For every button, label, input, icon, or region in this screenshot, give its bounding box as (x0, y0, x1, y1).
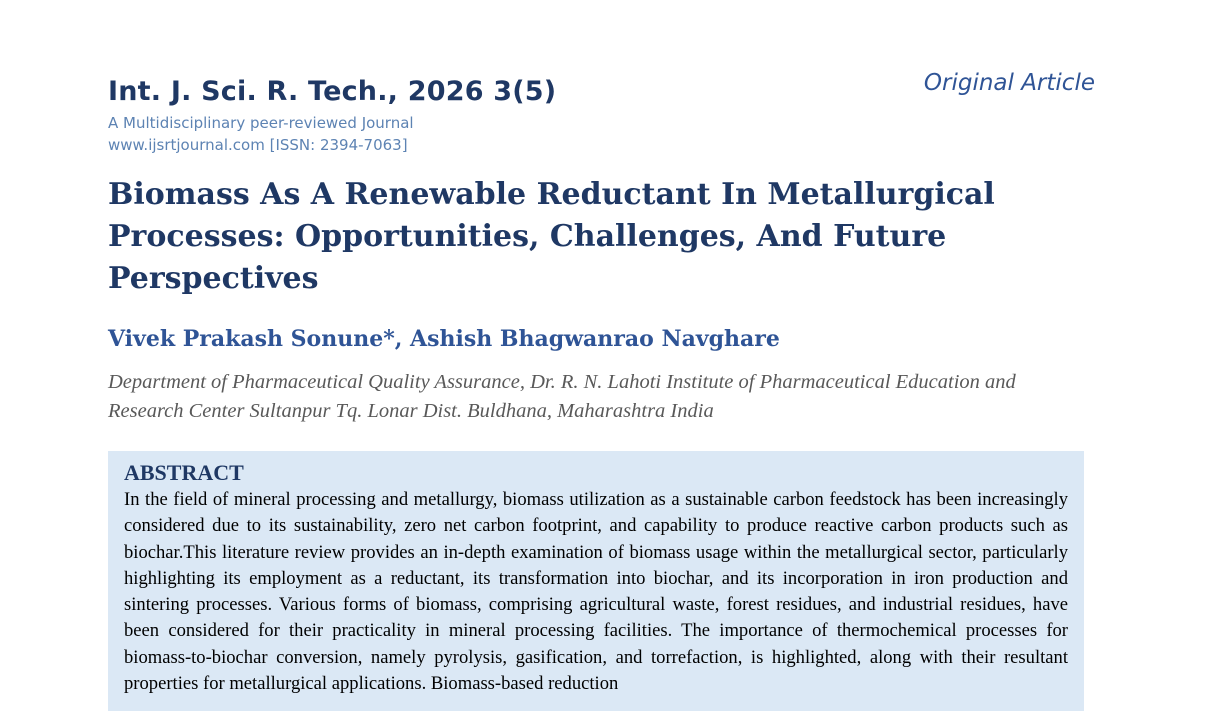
paper-authors: Vivek Prakash Sonune*, Ashish Bhagwanrao Navghare (108, 326, 780, 352)
abstract-heading: ABSTRACT (124, 460, 244, 485)
paper-affiliation: Department of Pharmaceutical Quality Assurance, Dr. R. N. Lahoti Institute of Pharmaceutical Education and Research Center Sultanpur Tq. Lonar Dist. Buldhana, Maharashtra India (108, 371, 1016, 422)
journal-subtitle: A Multidisciplinary peer-reviewed Journal (108, 114, 414, 132)
abstract-text: In the field of mineral processing and metallurgy, biomass utilization as a sustainable carbon feedstock has been increasingly considered due to its sustainability, zero net carbon footprint, and capability to produce reactive carbon products such as biochar.This literature review provides an in-depth examination of biomass usage within the metallurgical sector, particularly highlighting its employment as a reductant, its transformation into biochar, and its incorporation in iron production and sintering processes. Various forms of biomass, comprising agricultural waste, forest residues, and industrial residues, have been considered for their practicality in mineral processing facilities. The importance of thermochemical processes for biomass-to-biochar conversion, namely pyrolysis, gasification, and torrefaction, is highlighted, along with their resultant properties for metallurgical applications. Biomass-based reduction (124, 489, 1068, 695)
journal-website[interactable]: www.ijsrtjournal.com [ISSN: 2394-7063] (108, 136, 408, 154)
abstract-box (108, 451, 1084, 711)
article-type-label: Original Article (923, 70, 1095, 96)
paper-title: Biomass As A Renewable Reductant In Metallurgical Processes: Opportunities, Challenges, And Future Perspectives (108, 177, 995, 296)
journal-title: Int. J. Sci. R. Tech., 2026 3(5) (108, 76, 557, 107)
